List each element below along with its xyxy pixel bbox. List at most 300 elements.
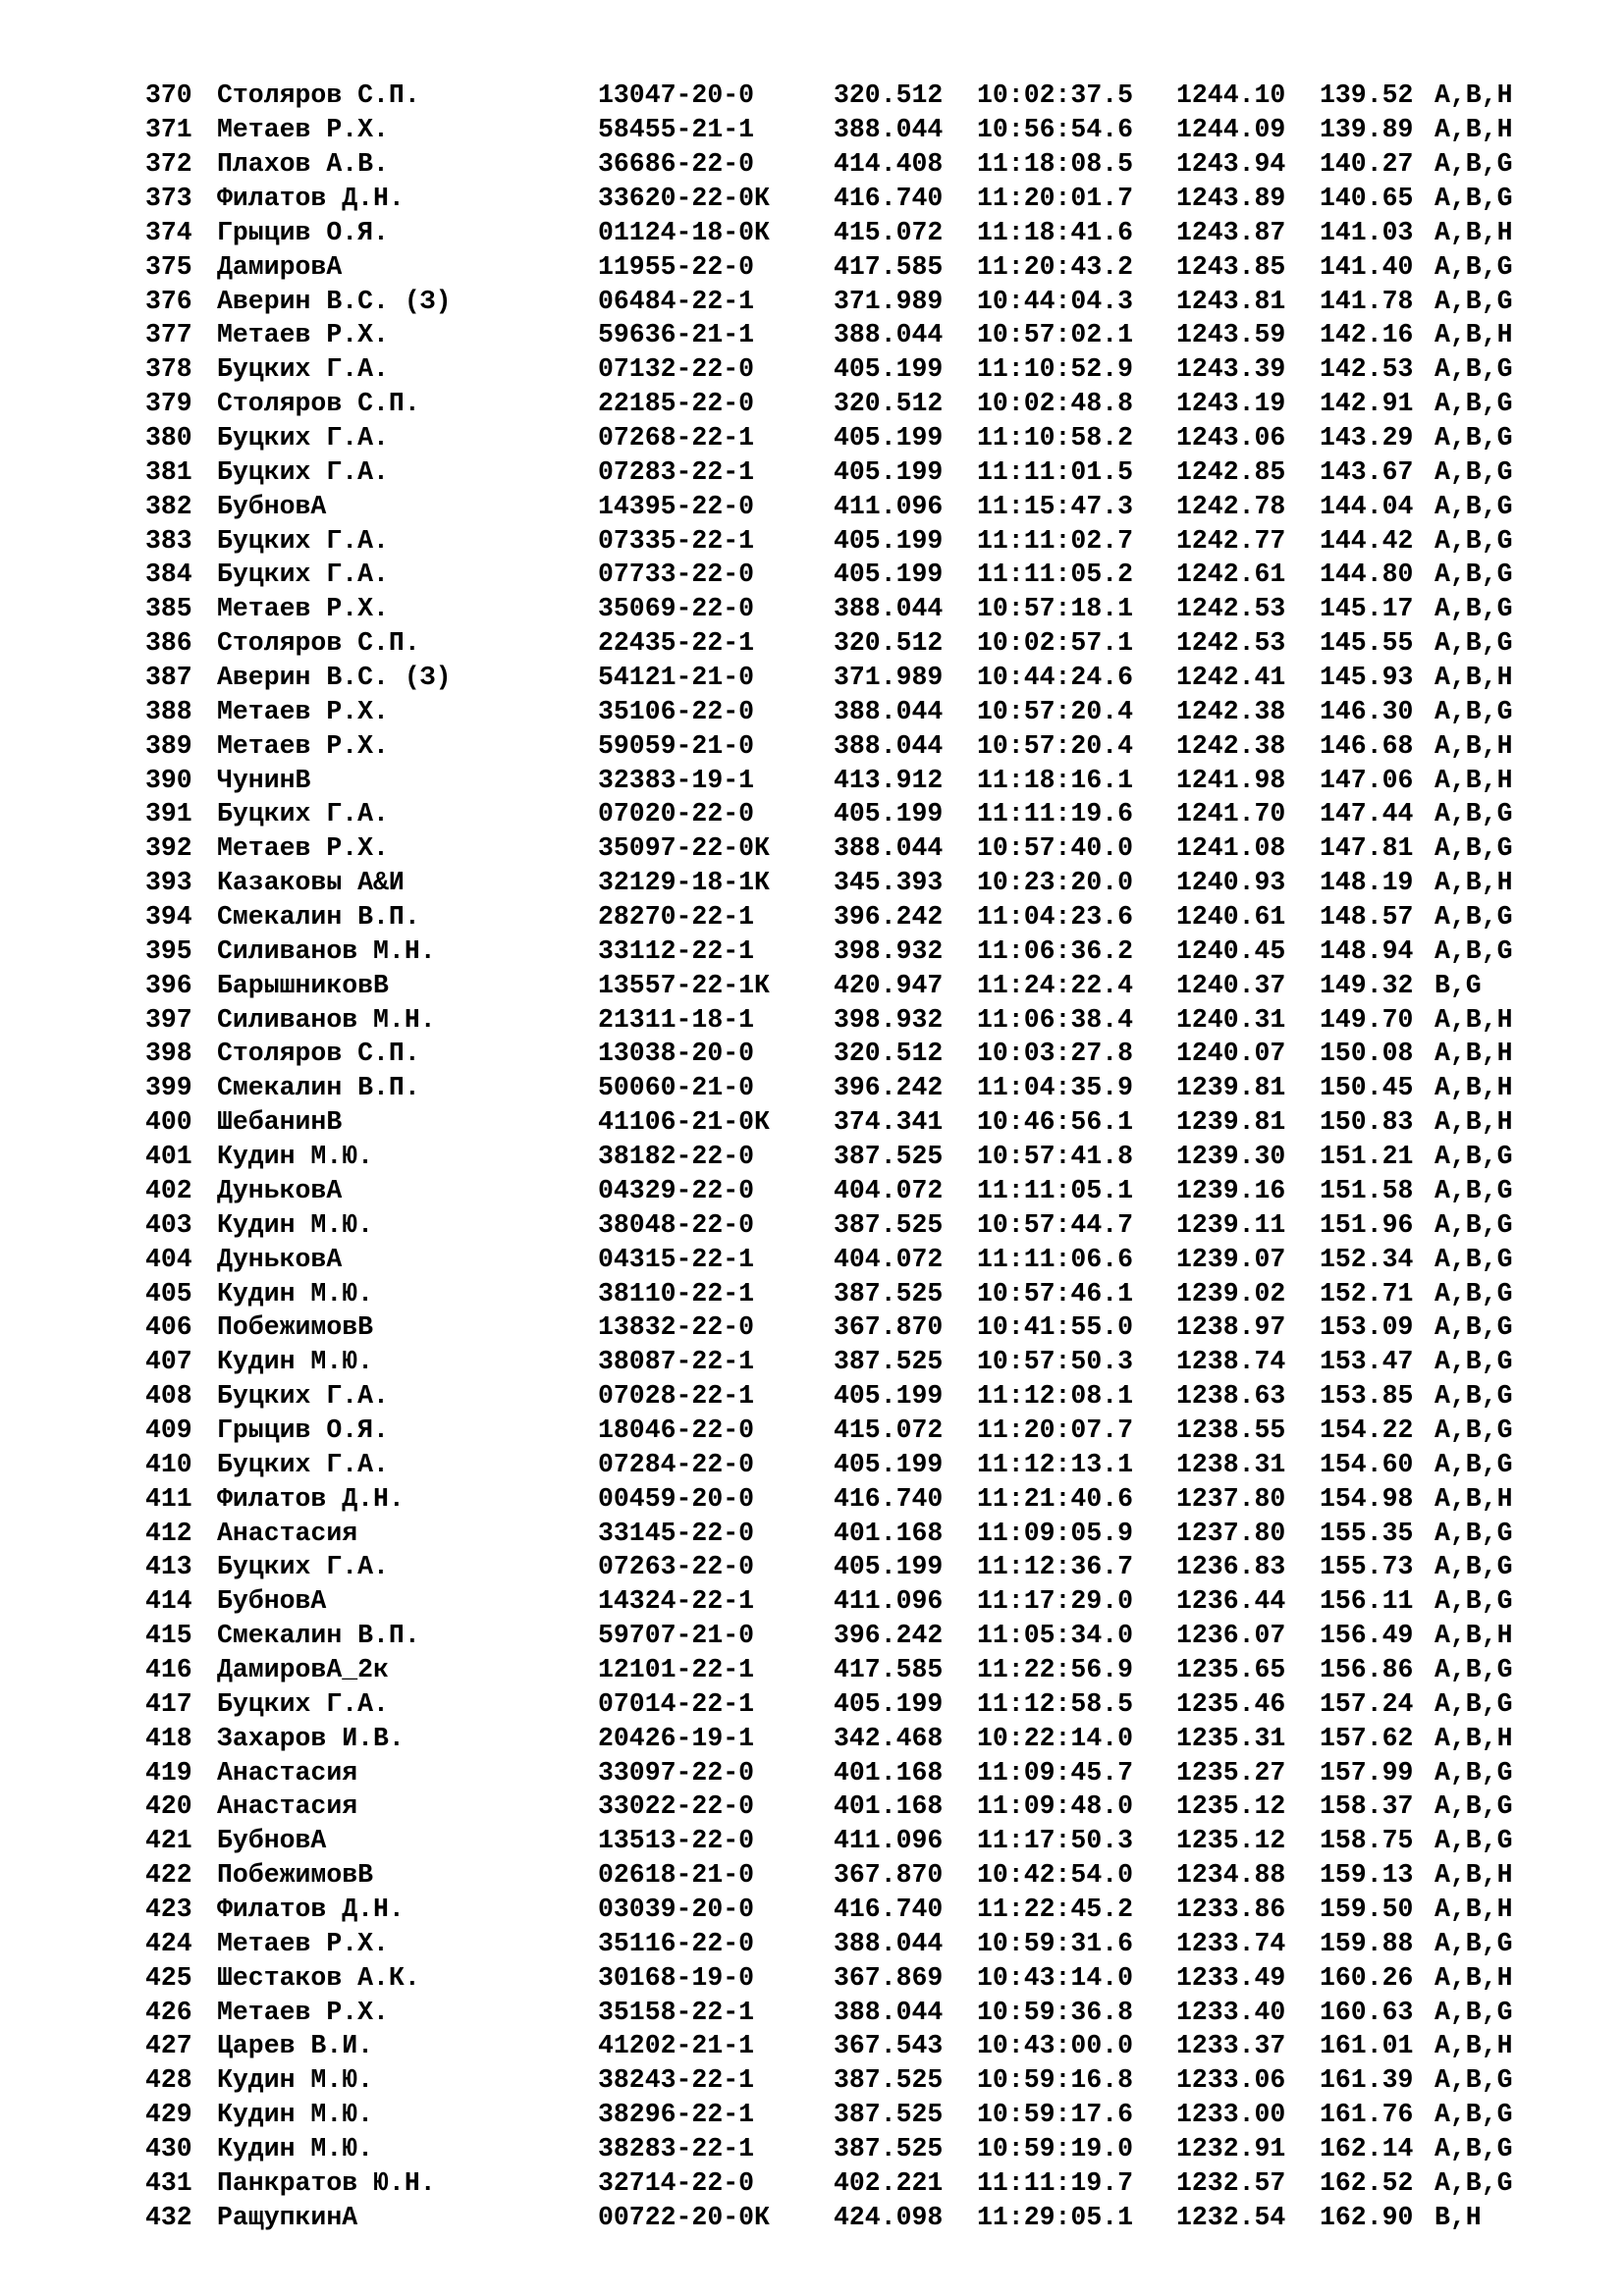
- arrival-time-cell: 10:57:50.3: [977, 1347, 1134, 1377]
- arrival-time-cell: 11:12:58.5: [977, 1688, 1134, 1719]
- categories-cell: A,B,G: [1435, 1347, 1513, 1377]
- table-row: [145, 1653, 1513, 1687]
- distance-cell: 405.199: [834, 456, 944, 487]
- distance-cell: 405.199: [834, 1552, 944, 1582]
- ring-number-cell: 38283-22-1: [598, 2133, 755, 2163]
- arrival-time-cell: 10:59:17.6: [977, 2100, 1134, 2130]
- fancier-name-cell: Метаев Р.Х.: [217, 594, 389, 624]
- place-cell: 384: [145, 560, 192, 590]
- table-row: [145, 1619, 1513, 1653]
- distance-cell: 387.525: [834, 2065, 944, 2096]
- place-cell: 410: [145, 1449, 192, 1479]
- categories-cell: A,B,G: [1435, 2065, 1513, 2096]
- table-row: [145, 387, 1513, 421]
- distance-cell: 411.096: [834, 1826, 944, 1856]
- categories-cell: A,B,G: [1435, 1997, 1513, 2027]
- fancier-name-cell: ПобежимовВ: [217, 1860, 374, 1891]
- arrival-time-cell: 11:09:48.0: [977, 1791, 1134, 1822]
- fancier-name-cell: Метаев Р.Х.: [217, 1997, 389, 2027]
- table-row: [145, 1926, 1513, 1960]
- ring-number-cell: 07014-22-1: [598, 1688, 755, 1719]
- fancier-name-cell: Силиванов М.Н.: [217, 1004, 436, 1035]
- distance-cell: 388.044: [834, 1997, 944, 2027]
- coefficient-cell: 151.96: [1320, 1209, 1414, 1240]
- categories-cell: A,B,H: [1435, 115, 1513, 145]
- place-cell: 379: [145, 389, 192, 419]
- categories-cell: A,B,H: [1435, 320, 1513, 350]
- coefficient-cell: 155.35: [1320, 1518, 1414, 1548]
- distance-cell: 342.468: [834, 1723, 944, 1753]
- speed-cell: 1241.08: [1176, 833, 1286, 864]
- place-cell: 391: [145, 799, 192, 829]
- fancier-name-cell: Буцких Г.А.: [217, 560, 389, 590]
- arrival-time-cell: 11:15:47.3: [977, 491, 1134, 521]
- fancier-name-cell: ПобежимовВ: [217, 1312, 374, 1343]
- place-cell: 397: [145, 1004, 192, 1035]
- place-cell: 406: [145, 1312, 192, 1343]
- distance-cell: 398.932: [834, 935, 944, 966]
- arrival-time-cell: 11:24:22.4: [977, 970, 1134, 1000]
- arrival-time-cell: 11:04:35.9: [977, 1073, 1134, 1103]
- place-cell: 417: [145, 1688, 192, 1719]
- fancier-name-cell: Метаев Р.Х.: [217, 320, 389, 350]
- categories-cell: A,B,G: [1435, 1312, 1513, 1343]
- place-cell: 432: [145, 2202, 192, 2232]
- table-row: [145, 1550, 1513, 1584]
- coefficient-cell: 156.11: [1320, 1586, 1414, 1617]
- distance-cell: 396.242: [834, 902, 944, 933]
- speed-cell: 1242.41: [1176, 663, 1286, 693]
- categories-cell: A,B,G: [1435, 1381, 1513, 1412]
- ring-number-cell: 33145-22-0: [598, 1518, 755, 1548]
- table-row: [145, 523, 1513, 558]
- place-cell: 399: [145, 1073, 192, 1103]
- place-cell: 392: [145, 833, 192, 864]
- ring-number-cell: 35116-22-0: [598, 1928, 755, 1958]
- fancier-name-cell: Филатов Д.Н.: [217, 184, 405, 213]
- speed-cell: 1233.37: [1176, 2031, 1286, 2061]
- categories-cell: A,B,H: [1435, 1962, 1513, 1993]
- ring-number-cell: 07020-22-0: [598, 799, 755, 829]
- distance-cell: 387.525: [834, 2100, 944, 2130]
- fancier-name-cell: Столяров С.П.: [217, 80, 420, 111]
- fancier-name-cell: Анастасия: [217, 1518, 358, 1548]
- ring-number-cell: 18046-22-0: [598, 1415, 755, 1445]
- distance-cell: 424.098: [834, 2202, 944, 2232]
- arrival-time-cell: 11:06:36.2: [977, 935, 1134, 966]
- arrival-time-cell: 11:04:23.6: [977, 902, 1134, 933]
- categories-cell: A,B,G: [1435, 491, 1513, 521]
- distance-cell: 387.525: [834, 1278, 944, 1308]
- ring-number-cell: 21311-18-1: [598, 1004, 755, 1035]
- categories-cell: A,B,G: [1435, 1209, 1513, 1240]
- categories-cell: A,B,G: [1435, 1244, 1513, 1274]
- distance-cell: 320.512: [834, 1039, 944, 1069]
- arrival-time-cell: 11:11:05.2: [977, 560, 1134, 590]
- distance-cell: 396.242: [834, 1621, 944, 1651]
- place-cell: 407: [145, 1347, 192, 1377]
- categories-cell: A,B,H: [1435, 1894, 1513, 1924]
- ring-number-cell: 33097-22-0: [598, 1757, 755, 1788]
- arrival-time-cell: 10:57:02.1: [977, 320, 1134, 350]
- place-cell: 393: [145, 868, 192, 898]
- distance-cell: 374.341: [834, 1107, 944, 1138]
- categories-cell: A,B,G: [1435, 389, 1513, 419]
- distance-cell: 420.947: [834, 970, 944, 1000]
- table-row: [145, 2132, 1513, 2166]
- ring-number-cell: 06484-22-1: [598, 286, 755, 316]
- ring-number-cell: 01124-18-0К: [598, 217, 770, 247]
- categories-cell: A,B,H: [1435, 1004, 1513, 1035]
- table-row: [145, 318, 1513, 352]
- speed-cell: 1240.37: [1176, 970, 1286, 1000]
- fancier-name-cell: Буцких Г.А.: [217, 525, 389, 556]
- fancier-name-cell: БубновА: [217, 491, 327, 521]
- distance-cell: 387.525: [834, 2133, 944, 2163]
- ring-number-cell: 13038-20-0: [598, 1039, 755, 1069]
- speed-cell: 1238.55: [1176, 1415, 1286, 1445]
- place-cell: 404: [145, 1244, 192, 1274]
- speed-cell: 1242.38: [1176, 696, 1286, 726]
- table-row: [145, 1960, 1513, 1995]
- ring-number-cell: 22435-22-1: [598, 628, 755, 659]
- speed-cell: 1242.53: [1176, 594, 1286, 624]
- speed-cell: 1239.16: [1176, 1175, 1286, 1205]
- categories-cell: A,B,G: [1435, 594, 1513, 624]
- fancier-name-cell: ШебанинВ: [217, 1107, 343, 1138]
- speed-cell: 1243.19: [1176, 389, 1286, 419]
- place-cell: 414: [145, 1586, 192, 1617]
- place-cell: 401: [145, 1142, 192, 1172]
- place-cell: 385: [145, 594, 192, 624]
- fancier-name-cell: Буцких Г.А.: [217, 354, 389, 385]
- speed-cell: 1241.98: [1176, 765, 1286, 795]
- ring-number-cell: 13832-22-0: [598, 1312, 755, 1343]
- table-row: [145, 1447, 1513, 1481]
- table-row: [145, 900, 1513, 934]
- coefficient-cell: 142.53: [1320, 354, 1414, 385]
- table-row: [145, 147, 1513, 182]
- table-row: [145, 1686, 1513, 1721]
- coefficient-cell: 141.03: [1320, 217, 1414, 247]
- fancier-name-cell: Анастасия: [217, 1757, 358, 1788]
- distance-cell: 414.408: [834, 149, 944, 180]
- place-cell: 405: [145, 1278, 192, 1308]
- speed-cell: 1238.63: [1176, 1381, 1286, 1412]
- place-cell: 372: [145, 149, 192, 180]
- distance-cell: 405.199: [834, 1449, 944, 1479]
- fancier-name-cell: Панкратов Ю.Н.: [217, 2167, 436, 2198]
- coefficient-cell: 152.71: [1320, 1278, 1414, 1308]
- distance-cell: 415.072: [834, 1415, 944, 1445]
- coefficient-cell: 142.16: [1320, 320, 1414, 350]
- place-cell: 403: [145, 1209, 192, 1240]
- categories-cell: A,B,G: [1435, 799, 1513, 829]
- speed-cell: 1242.61: [1176, 560, 1286, 590]
- ring-number-cell: 14395-22-0: [598, 491, 755, 521]
- categories-cell: A,B,G: [1435, 1278, 1513, 1308]
- arrival-time-cell: 10:57:46.1: [977, 1278, 1134, 1308]
- speed-cell: 1243.89: [1176, 184, 1286, 213]
- coefficient-cell: 139.52: [1320, 80, 1414, 111]
- distance-cell: 387.525: [834, 1142, 944, 1172]
- arrival-time-cell: 11:12:13.1: [977, 1449, 1134, 1479]
- place-cell: 400: [145, 1107, 192, 1138]
- speed-cell: 1243.81: [1176, 286, 1286, 316]
- ring-number-cell: 07283-22-1: [598, 456, 755, 487]
- ring-number-cell: 35097-22-0К: [598, 833, 770, 864]
- coefficient-cell: 145.93: [1320, 663, 1414, 693]
- fancier-name-cell: БубновА: [217, 1826, 327, 1856]
- speed-cell: 1243.59: [1176, 320, 1286, 350]
- distance-cell: 388.044: [834, 730, 944, 761]
- fancier-name-cell: Метаев Р.Х.: [217, 696, 389, 726]
- arrival-time-cell: 11:11:02.7: [977, 525, 1134, 556]
- fancier-name-cell: Столяров С.П.: [217, 628, 420, 659]
- table-row: [145, 1002, 1513, 1037]
- place-cell: 415: [145, 1621, 192, 1651]
- arrival-time-cell: 11:20:07.7: [977, 1415, 1134, 1445]
- ring-number-cell: 35106-22-0: [598, 696, 755, 726]
- speed-cell: 1232.57: [1176, 2167, 1286, 2198]
- fancier-name-cell: Шестаков А.К.: [217, 1962, 420, 1993]
- ring-number-cell: 38048-22-0: [598, 1209, 755, 1240]
- distance-cell: 402.221: [834, 2167, 944, 2198]
- arrival-time-cell: 10:57:44.7: [977, 1209, 1134, 1240]
- ring-number-cell: 33112-22-1: [598, 935, 755, 966]
- categories-cell: A,B,G: [1435, 1518, 1513, 1548]
- place-cell: 396: [145, 970, 192, 1000]
- distance-cell: 417.585: [834, 251, 944, 282]
- coefficient-cell: 144.42: [1320, 525, 1414, 556]
- coefficient-cell: 148.19: [1320, 868, 1414, 898]
- categories-cell: A,B,G: [1435, 423, 1513, 454]
- coefficient-cell: 144.80: [1320, 560, 1414, 590]
- categories-cell: A,B,G: [1435, 628, 1513, 659]
- place-cell: 395: [145, 935, 192, 966]
- speed-cell: 1236.83: [1176, 1552, 1286, 1582]
- distance-cell: 367.870: [834, 1312, 944, 1343]
- coefficient-cell: 159.50: [1320, 1894, 1414, 1924]
- table-row: [145, 1414, 1513, 1448]
- table-row: [145, 1242, 1513, 1276]
- arrival-time-cell: 10:03:27.8: [977, 1039, 1134, 1069]
- distance-cell: 371.989: [834, 286, 944, 316]
- speed-cell: 1233.00: [1176, 2100, 1286, 2130]
- table-row: [145, 1893, 1513, 1927]
- coefficient-cell: 142.91: [1320, 389, 1414, 419]
- table-row: [145, 352, 1513, 387]
- categories-cell: A,B,G: [1435, 1757, 1513, 1788]
- fancier-name-cell: Кудин М.Ю.: [217, 2100, 374, 2130]
- ring-number-cell: 22185-22-0: [598, 389, 755, 419]
- coefficient-cell: 157.99: [1320, 1757, 1414, 1788]
- ring-number-cell: 36686-22-0: [598, 149, 755, 180]
- arrival-time-cell: 10:44:24.6: [977, 663, 1134, 693]
- coefficient-cell: 154.98: [1320, 1483, 1414, 1514]
- categories-cell: A,B,G: [1435, 1586, 1513, 1617]
- fancier-name-cell: Метаев Р.Х.: [217, 730, 389, 761]
- place-cell: 390: [145, 765, 192, 795]
- categories-cell: A,B,H: [1435, 1723, 1513, 1753]
- arrival-time-cell: 10:57:41.8: [977, 1142, 1134, 1172]
- speed-cell: 1235.12: [1176, 1791, 1286, 1822]
- fancier-name-cell: ДуньковА: [217, 1244, 343, 1274]
- categories-cell: A,B,H: [1435, 2031, 1513, 2061]
- ring-number-cell: 59059-21-0: [598, 730, 755, 761]
- ring-number-cell: 32714-22-0: [598, 2167, 755, 2198]
- table-row: [145, 1755, 1513, 1789]
- place-cell: 412: [145, 1518, 192, 1548]
- distance-cell: 405.199: [834, 525, 944, 556]
- fancier-name-cell: Аверин В.С. (З): [217, 286, 452, 316]
- categories-cell: A,B,G: [1435, 1142, 1513, 1172]
- coefficient-cell: 157.24: [1320, 1688, 1414, 1719]
- table-row: [145, 249, 1513, 284]
- coefficient-cell: 153.09: [1320, 1312, 1414, 1343]
- categories-cell: A,B,H: [1435, 765, 1513, 795]
- table-row: [145, 831, 1513, 866]
- distance-cell: 367.870: [834, 1860, 944, 1891]
- speed-cell: 1240.61: [1176, 902, 1286, 933]
- arrival-time-cell: 11:18:16.1: [977, 765, 1134, 795]
- coefficient-cell: 154.60: [1320, 1449, 1414, 1479]
- distance-cell: 388.044: [834, 1928, 944, 1958]
- table-row: [145, 968, 1513, 1002]
- ring-number-cell: 03039-20-0: [598, 1894, 755, 1924]
- fancier-name-cell: Царев В.И.: [217, 2031, 374, 2061]
- distance-cell: 367.869: [834, 1962, 944, 1993]
- place-cell: 374: [145, 217, 192, 247]
- arrival-time-cell: 10:57:20.4: [977, 696, 1134, 726]
- coefficient-cell: 151.58: [1320, 1175, 1414, 1205]
- categories-cell: A,B,G: [1435, 251, 1513, 282]
- distance-cell: 404.072: [834, 1244, 944, 1274]
- arrival-time-cell: 11:11:06.6: [977, 1244, 1134, 1274]
- fancier-name-cell: Грыцив О.Я.: [217, 217, 389, 247]
- categories-cell: A,B,G: [1435, 2100, 1513, 2130]
- speed-cell: 1242.38: [1176, 730, 1286, 761]
- coefficient-cell: 143.67: [1320, 456, 1414, 487]
- categories-cell: B,H: [1435, 2202, 1482, 2232]
- fancier-name-cell: Буцких Г.А.: [217, 1688, 389, 1719]
- place-cell: 418: [145, 1723, 192, 1753]
- categories-cell: A,B,G: [1435, 286, 1513, 316]
- ring-number-cell: 38182-22-0: [598, 1142, 755, 1172]
- table-row: [145, 215, 1513, 249]
- categories-cell: A,B,H: [1435, 730, 1513, 761]
- arrival-time-cell: 10:59:31.6: [977, 1928, 1134, 1958]
- distance-cell: 367.543: [834, 2031, 944, 2061]
- speed-cell: 1235.65: [1176, 1654, 1286, 1684]
- place-cell: 377: [145, 320, 192, 350]
- coefficient-cell: 161.01: [1320, 2031, 1414, 2061]
- table-row: [145, 284, 1513, 318]
- categories-cell: A,B,G: [1435, 902, 1513, 933]
- speed-cell: 1240.07: [1176, 1039, 1286, 1069]
- fancier-name-cell: Кудин М.Ю.: [217, 1278, 374, 1308]
- coefficient-cell: 144.04: [1320, 491, 1414, 521]
- table-row: [145, 1207, 1513, 1242]
- place-cell: 424: [145, 1928, 192, 1958]
- speed-cell: 1236.44: [1176, 1586, 1286, 1617]
- arrival-time-cell: 11:10:58.2: [977, 423, 1134, 454]
- coefficient-cell: 146.30: [1320, 696, 1414, 726]
- coefficient-cell: 162.52: [1320, 2167, 1414, 2198]
- fancier-name-cell: ДамировА_2к: [217, 1654, 389, 1684]
- fancier-name-cell: РащупкинА: [217, 2202, 358, 2232]
- place-cell: 373: [145, 184, 192, 213]
- fancier-name-cell: Метаев Р.Х.: [217, 115, 389, 145]
- speed-cell: 1232.91: [1176, 2133, 1286, 2163]
- coefficient-cell: 158.75: [1320, 1826, 1414, 1856]
- coefficient-cell: 149.70: [1320, 1004, 1414, 1035]
- table-row: [145, 1071, 1513, 1105]
- place-cell: 409: [145, 1415, 192, 1445]
- table-row: [145, 489, 1513, 523]
- table-row: [145, 2029, 1513, 2063]
- categories-cell: A,B,G: [1435, 1449, 1513, 1479]
- place-cell: 429: [145, 2100, 192, 2130]
- arrival-time-cell: 10:02:37.5: [977, 80, 1134, 111]
- results-table: [145, 79, 1513, 2234]
- ring-number-cell: 38110-22-1: [598, 1278, 755, 1308]
- table-row: [145, 558, 1513, 592]
- speed-cell: 1243.94: [1176, 149, 1286, 180]
- arrival-time-cell: 10:23:20.0: [977, 868, 1134, 898]
- distance-cell: 405.199: [834, 560, 944, 590]
- speed-cell: 1233.40: [1176, 1997, 1286, 2027]
- arrival-time-cell: 11:06:38.4: [977, 1004, 1134, 1035]
- speed-cell: 1233.06: [1176, 2065, 1286, 2096]
- coefficient-cell: 150.08: [1320, 1039, 1414, 1069]
- arrival-time-cell: 11:11:01.5: [977, 456, 1134, 487]
- distance-cell: 404.072: [834, 1175, 944, 1205]
- place-cell: 370: [145, 80, 192, 111]
- coefficient-cell: 160.26: [1320, 1962, 1414, 1993]
- fancier-name-cell: Грыцив О.Я.: [217, 1415, 389, 1445]
- ring-number-cell: 50060-21-0: [598, 1073, 755, 1103]
- distance-cell: 416.740: [834, 1483, 944, 1514]
- coefficient-cell: 149.32: [1320, 970, 1414, 1000]
- fancier-name-cell: Казаковы А&И: [217, 868, 405, 898]
- arrival-time-cell: 11:12:36.7: [977, 1552, 1134, 1582]
- fancier-name-cell: Аверин В.С. (З): [217, 663, 452, 693]
- arrival-time-cell: 10:57:20.4: [977, 730, 1134, 761]
- distance-cell: 388.044: [834, 115, 944, 145]
- table-row: [145, 626, 1513, 661]
- place-cell: 386: [145, 628, 192, 659]
- arrival-time-cell: 10:59:16.8: [977, 2065, 1134, 2096]
- distance-cell: 345.393: [834, 868, 944, 898]
- fancier-name-cell: Буцких Г.А.: [217, 799, 389, 829]
- place-cell: 419: [145, 1757, 192, 1788]
- place-cell: 375: [145, 251, 192, 282]
- arrival-time-cell: 11:09:05.9: [977, 1518, 1134, 1548]
- categories-cell: A,B,H: [1435, 663, 1513, 693]
- speed-cell: 1238.74: [1176, 1347, 1286, 1377]
- coefficient-cell: 159.13: [1320, 1860, 1414, 1891]
- distance-cell: 411.096: [834, 1586, 944, 1617]
- ring-number-cell: 07268-22-1: [598, 423, 755, 454]
- ring-number-cell: 59707-21-0: [598, 1621, 755, 1651]
- categories-cell: A,B,H: [1435, 1073, 1513, 1103]
- coefficient-cell: 154.22: [1320, 1415, 1414, 1445]
- place-cell: 388: [145, 696, 192, 726]
- speed-cell: 1236.07: [1176, 1621, 1286, 1651]
- speed-cell: 1233.86: [1176, 1894, 1286, 1924]
- distance-cell: 401.168: [834, 1757, 944, 1788]
